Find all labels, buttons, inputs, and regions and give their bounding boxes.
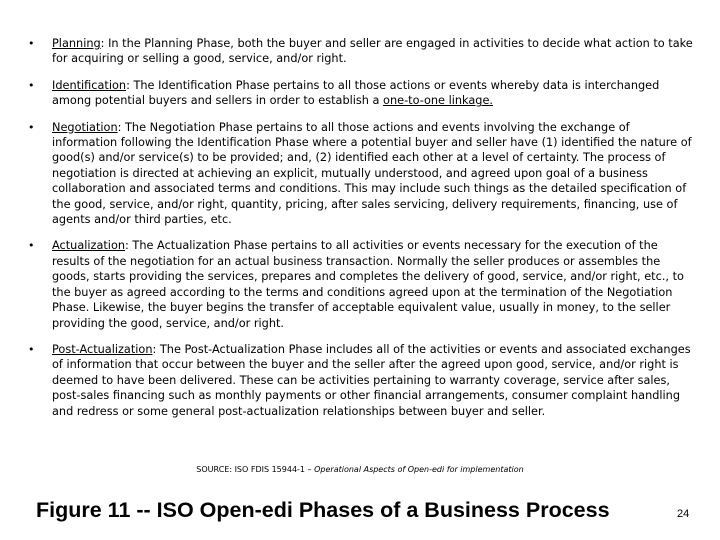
phase-description: The Post-Actualization Phase includes all of the activities or events and associated exchanges of information that occur between the buyer and the seller after the agreed upon good, service, and/or right is deemed to have been delivered. These can be activities pertaining to warranty coverage, service after sales, post-sales financing such as monthly payments or other financial arrangements, consumer complaint handling and redress or some general post-actualization relationships between buyer and seller.	[52, 342, 691, 418]
source-title: Operational Aspects of Open-edi for implementation	[314, 465, 524, 474]
phase-term-separator: :	[117, 120, 122, 134]
bullet-icon: •	[28, 239, 35, 253]
phase-identification	[24, 78, 696, 109]
phase-term: Negotiation	[52, 120, 118, 134]
phase-term-separator: :	[126, 78, 130, 92]
page-number: 24	[677, 508, 690, 520]
phase-post-actualization	[24, 342, 696, 419]
phase-term: Identification	[52, 78, 127, 92]
source-citation	[0, 465, 720, 474]
phase-term-separator: :	[152, 342, 157, 356]
phase-term-separator: :	[125, 239, 129, 253]
linkage-text: one-to-one linkage.	[383, 94, 494, 108]
phase-actualization	[24, 238, 696, 330]
bullet-icon: •	[28, 342, 35, 356]
bullet-icon: •	[28, 120, 35, 134]
phase-term: Actualization	[52, 239, 126, 253]
phase-planning	[24, 36, 696, 67]
bullet-icon: •	[28, 78, 35, 92]
source-prefix: SOURCE: ISO FDIS 15944-1 –	[196, 465, 315, 474]
bullet-icon: •	[28, 37, 35, 50]
phase-list	[24, 36, 696, 430]
phase-description: The Negotiation Phase pertains to all those actions and events involving the exchange of information following the Identification Phase where a potential buyer and seller have (1) identified the nature of good(s) and/or service(s) to be provided; and, (2) identified each other at a level of certainty. The process of negotiation is directed at achieving an explicit, mutually understood, and agreed upon goal of a business collaboration and associated terms and conditions. This may include such things as the detailed specification of the good, service, and/or right, quantity, pricing, after sales servicing, delivery requirements, financing, use of agents and/or third parties, etc.	[52, 120, 692, 227]
phase-description: The Actualization Phase pertains to all activities or events necessary for the execution of the results of the negotiation for an actual business transaction. Normally the seller produces or assembles the goods, starts providing the services, prepares and completes the delivery of good, service, and/or right, etc., to the buyer as agreed according to the terms and conditions agreed upon at the termination of the Negotiation Phase. Likewise, the buyer begins the transfer of acceptable equivalent value, usually in money, to the seller providing the good, service, and/or right.	[52, 239, 684, 330]
phase-negotiation	[24, 120, 696, 228]
phase-term: Post-Actualization	[52, 342, 153, 356]
phase-description: The Identification Phase pertains to all those actions or events whereby data is interchanged among potential buyers and sellers in order to establish a	[52, 78, 660, 108]
phase-term-separator: :	[100, 37, 105, 50]
phase-description: In the Planning Phase, both the buyer and seller are engaged in activities to decide what action to take for acquiring or selling a good, service, and/or right.	[52, 37, 693, 66]
figure-title: Figure 11 -- ISO Open-edi Phases of a Business Process	[36, 498, 610, 522]
phase-term: Planning	[52, 37, 101, 50]
